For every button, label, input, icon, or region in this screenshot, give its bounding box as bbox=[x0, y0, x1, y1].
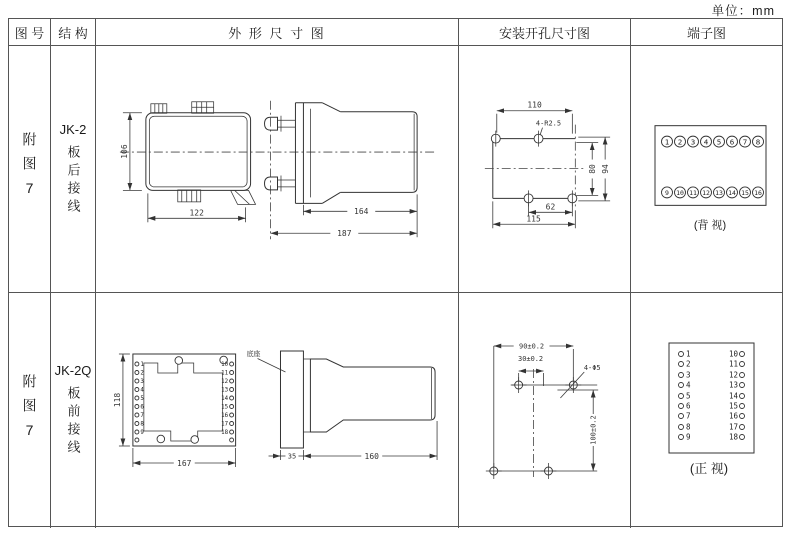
row1-terminal-diagram bbox=[631, 46, 782, 292]
terminal-number: 18 bbox=[221, 429, 229, 437]
terminal-number: 1 bbox=[664, 137, 670, 147]
terminal-number: 4 bbox=[686, 380, 691, 390]
hole-note-text: 4-Φ5 bbox=[583, 363, 601, 373]
terminal-number: 3 bbox=[686, 370, 691, 380]
row2-model: JK-2Q bbox=[54, 363, 92, 378]
terminal-number: 15 bbox=[221, 404, 229, 411]
row1-outline-drawing bbox=[96, 46, 458, 292]
terminal-number: 13 bbox=[221, 387, 229, 394]
dim-front-height: 118 bbox=[113, 392, 123, 408]
header-figure: 图 号 bbox=[9, 19, 51, 46]
dim-187 bbox=[271, 229, 418, 238]
dim-106 bbox=[120, 113, 142, 191]
header-outline: 外 形 尺 寸 图 bbox=[96, 19, 459, 46]
dim-164 bbox=[303, 194, 417, 237]
row2-figure-no: 附图7 bbox=[21, 373, 38, 448]
terminal-number: 4 bbox=[140, 387, 144, 394]
terminal-number: 7 bbox=[742, 137, 748, 147]
dim-115 bbox=[493, 201, 576, 228]
terminal-number: 6 bbox=[729, 137, 735, 147]
terminal-number: 13 bbox=[728, 380, 738, 390]
dim-top-span: 90±0.2 bbox=[519, 342, 545, 351]
dim-bottom-span: 115 bbox=[526, 214, 541, 224]
terminal-number: 10 bbox=[676, 188, 684, 197]
dim-inner-span: 62 bbox=[545, 202, 556, 212]
terminal-number: 9 bbox=[665, 188, 669, 197]
dim-offset-span: 30±0.2 bbox=[518, 354, 544, 364]
header-structure: 结 构 bbox=[51, 19, 96, 46]
row2-outline-drawing bbox=[96, 293, 458, 528]
dim-118 bbox=[113, 354, 130, 446]
terminal-number: 9 bbox=[140, 429, 144, 437]
dim-front-width: 167 bbox=[177, 458, 192, 468]
header-mounting: 安装开孔尺寸图 bbox=[459, 19, 631, 46]
terminal-number: 17 bbox=[221, 421, 229, 428]
unit-label: 单位：mm bbox=[711, 4, 775, 18]
row1-figure-cell bbox=[9, 46, 51, 293]
terminal-number: 15 bbox=[741, 188, 749, 197]
terminal-number: 12 bbox=[728, 370, 738, 380]
terminal-number: 8 bbox=[686, 422, 691, 432]
terminal-number: 10 bbox=[728, 349, 738, 359]
row1-model: JK-2 bbox=[59, 121, 87, 137]
dim-160 bbox=[303, 421, 437, 461]
terminal-number: 9 bbox=[686, 432, 691, 442]
terminal-number: 2 bbox=[677, 137, 683, 147]
terminal-number: 11 bbox=[728, 359, 738, 369]
terminal-number: 4 bbox=[703, 137, 709, 147]
row1-structure-cell bbox=[51, 46, 96, 293]
view-label: (正 视) bbox=[689, 461, 729, 476]
dim-inner-height: 80 bbox=[588, 164, 598, 174]
terminal-number: 7 bbox=[140, 412, 144, 420]
dim-body-len: 160 bbox=[364, 451, 379, 461]
header-terminal: 端子图 bbox=[631, 19, 782, 46]
terminal-number: 16 bbox=[728, 411, 738, 421]
spec-table bbox=[8, 18, 783, 527]
terminal-number: 18 bbox=[728, 432, 738, 442]
dim-110 bbox=[497, 101, 573, 134]
terminal-number: 12 bbox=[702, 188, 710, 197]
hole-note-text: 4-R2.5 bbox=[535, 119, 562, 128]
base-label-text: 底座 bbox=[246, 350, 261, 359]
terminal-number: 1 bbox=[140, 361, 144, 369]
terminal-number: 3 bbox=[140, 378, 144, 386]
terminal-row-top bbox=[662, 136, 764, 147]
hole-note bbox=[560, 364, 600, 398]
terminal-number: 16 bbox=[754, 188, 762, 197]
terminal-number: 1 bbox=[686, 349, 691, 359]
terminal-col-left bbox=[679, 350, 692, 442]
dim-front-height: 106 bbox=[120, 144, 130, 159]
terminal-number: 5 bbox=[140, 395, 144, 403]
dim-80 bbox=[576, 143, 598, 196]
row2-terminal-cell bbox=[631, 293, 782, 528]
row2-terminal-diagram bbox=[631, 293, 782, 528]
row2-figure-cell bbox=[9, 293, 51, 528]
side-view bbox=[265, 101, 418, 239]
terminal-number: 11 bbox=[221, 370, 229, 377]
terminal-number: 16 bbox=[221, 412, 229, 420]
row2-outline-cell bbox=[96, 293, 459, 528]
terminal-number: 7 bbox=[686, 411, 691, 421]
terminal-number: 2 bbox=[140, 370, 144, 377]
dim-35 bbox=[269, 450, 304, 461]
terminal-number: 14 bbox=[221, 395, 229, 403]
terminal-number: 17 bbox=[728, 422, 738, 432]
terminal-number: 6 bbox=[140, 404, 144, 411]
terminal-number: 13 bbox=[715, 188, 723, 197]
terminal-number: 3 bbox=[690, 137, 696, 147]
row2-mounting-drawing bbox=[459, 293, 630, 528]
dim-base-width: 35 bbox=[287, 452, 297, 461]
dim-outer-height: 94 bbox=[600, 164, 610, 174]
row1-mounting-cell bbox=[459, 46, 631, 293]
terminal-number: 5 bbox=[686, 391, 691, 401]
terminal-number: 12 bbox=[221, 378, 229, 386]
base-terminals-right bbox=[221, 362, 233, 442]
base-terminals-left bbox=[135, 362, 144, 442]
dim-30 bbox=[518, 355, 543, 386]
row1-figure-no: 附图7 bbox=[21, 132, 38, 206]
row2-structure-cell bbox=[51, 293, 96, 528]
terminal-number: 14 bbox=[728, 391, 738, 401]
row1-mounting-drawing bbox=[459, 46, 630, 292]
terminal-row-bottom bbox=[662, 187, 764, 198]
terminal-number: 8 bbox=[755, 137, 761, 147]
dim-top-span: 110 bbox=[527, 100, 542, 110]
base-label bbox=[247, 349, 286, 372]
row2-mounting-cell bbox=[459, 293, 631, 528]
view-label: (背 视) bbox=[693, 219, 727, 232]
base-side-view bbox=[280, 351, 435, 448]
terminal-number: 6 bbox=[686, 401, 691, 411]
row2-wiring: 板前接线 bbox=[65, 386, 81, 458]
terminal-number: 5 bbox=[716, 137, 722, 147]
hole-note bbox=[536, 120, 561, 135]
row1-outline-cell bbox=[96, 46, 459, 293]
row1-terminal-cell bbox=[631, 46, 782, 293]
terminal-number: 10 bbox=[221, 361, 229, 369]
terminal-number: 11 bbox=[689, 188, 697, 197]
terminal-number: 14 bbox=[728, 188, 736, 197]
dim-total-len: 187 bbox=[337, 229, 352, 239]
dim-front-width: 122 bbox=[189, 208, 204, 218]
terminal-col-right bbox=[729, 350, 745, 442]
front-view bbox=[146, 102, 256, 205]
dim-vertical-span: 100±0.2 bbox=[589, 415, 598, 445]
terminal-number: 2 bbox=[686, 359, 691, 369]
dim-body-len: 164 bbox=[354, 207, 369, 217]
dim-167 bbox=[133, 448, 236, 468]
terminal-number: 15 bbox=[728, 401, 738, 411]
row1-wiring: 板后接线 bbox=[65, 144, 81, 217]
terminal-number: 8 bbox=[140, 421, 144, 428]
dim-100 bbox=[557, 390, 598, 471]
